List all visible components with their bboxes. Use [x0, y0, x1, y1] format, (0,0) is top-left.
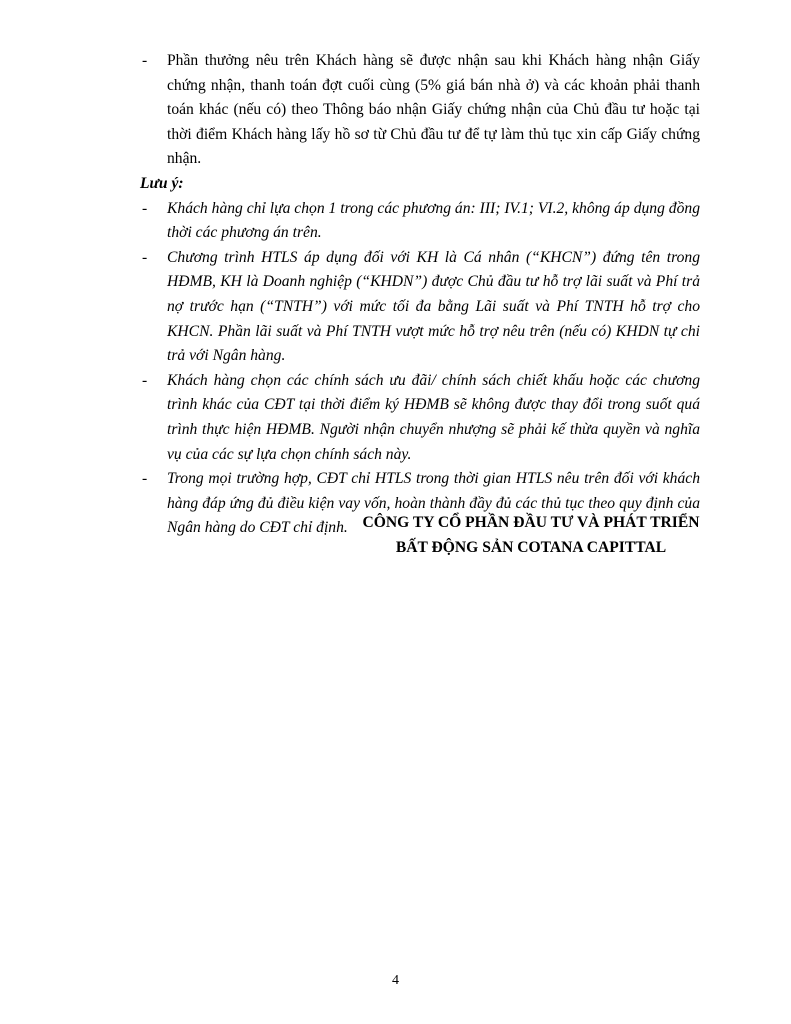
note-item-2: [140, 246, 700, 369]
note-text-2: Chương trình HTLS áp dụng đối với KH là Cá nhân (“KHCN”) đứng tên trong HĐMB, KH là Doanh nghiệp (“KHDN”) được Chủ đầu tư hỗ trợ lãi suất và Phí trả nợ trước hạn (“TNTH”) với mức tối đa bằng Lãi suất và Phí TNTH hỗ trợ cho KHCN. Phần lãi suất và Phí TNTH vượt mức hỗ trợ nêu trên (nếu có) KHDN tự chi trả với Ngân hàng.: [167, 248, 700, 365]
company-name-line-1: CÔNG TY CỔ PHẦN ĐẦU TƯ VÀ PHÁT TRIỂN: [362, 514, 700, 531]
bullet-dash: -: [142, 199, 148, 217]
bullet-dash: -: [142, 248, 148, 266]
company-signature-block: [326, 511, 736, 560]
intro-paragraph: Phần thưởng nêu trên Khách hàng sẽ được nhận sau khi Khách hàng nhận Giấy chứng nhận, thanh toán đợt cuối cùng (5% giá bán nhà ở) và các khoản phải thanh toán khác (nếu có) theo Thông báo nhận Giấy chứng nhận của Chủ đầu tư hoặc tại thời điểm Khách hàng lấy hồ sơ từ Chủ đầu tư để tự làm thủ tục xin cấp Giấy chứng nhận.: [167, 52, 700, 168]
document-body: [140, 49, 700, 541]
note-heading: Lưu ý:: [140, 174, 184, 192]
note-item-1: [140, 197, 700, 246]
note-text-3: Khách hàng chọn các chính sách ưu đãi/ chính sách chiết khấu hoặc các chương trình khác của CĐT tại thời điểm ký HĐMB sẽ không được thay đổi trong suốt quá trình thực hiện HĐMB. Người nhận chuyển nhượng sẽ phải kế thừa quyền và nghĩa vụ của các sự lựa chọn chính sách này.: [167, 371, 700, 463]
page-number: 4: [392, 973, 399, 988]
bullet-dash: -: [142, 470, 148, 488]
bullet-dash: -: [142, 52, 148, 69]
note-text-4: Trong mọi trường hợp, CĐT chỉ HTLS trong thời gian HTLS nêu trên đối với khách hàng đáp ứng đủ điều kiện vay vốn, hoàn thành đầy đủ các thủ tục theo quy định của Ngân hàng do CĐT chỉ định.: [167, 470, 700, 537]
intro-list-item: [140, 49, 700, 172]
company-name-line-2: BẤT ĐỘNG SẢN COTANA CAPITTAL: [395, 538, 667, 556]
bullet-dash: -: [142, 371, 148, 389]
note-item-3: [140, 369, 700, 467]
note-text-1: Khách hàng chỉ lựa chọn 1 trong các phương án: III; IV.1; VI.2, không áp dụng đồng thời các phương án trên.: [167, 199, 700, 242]
